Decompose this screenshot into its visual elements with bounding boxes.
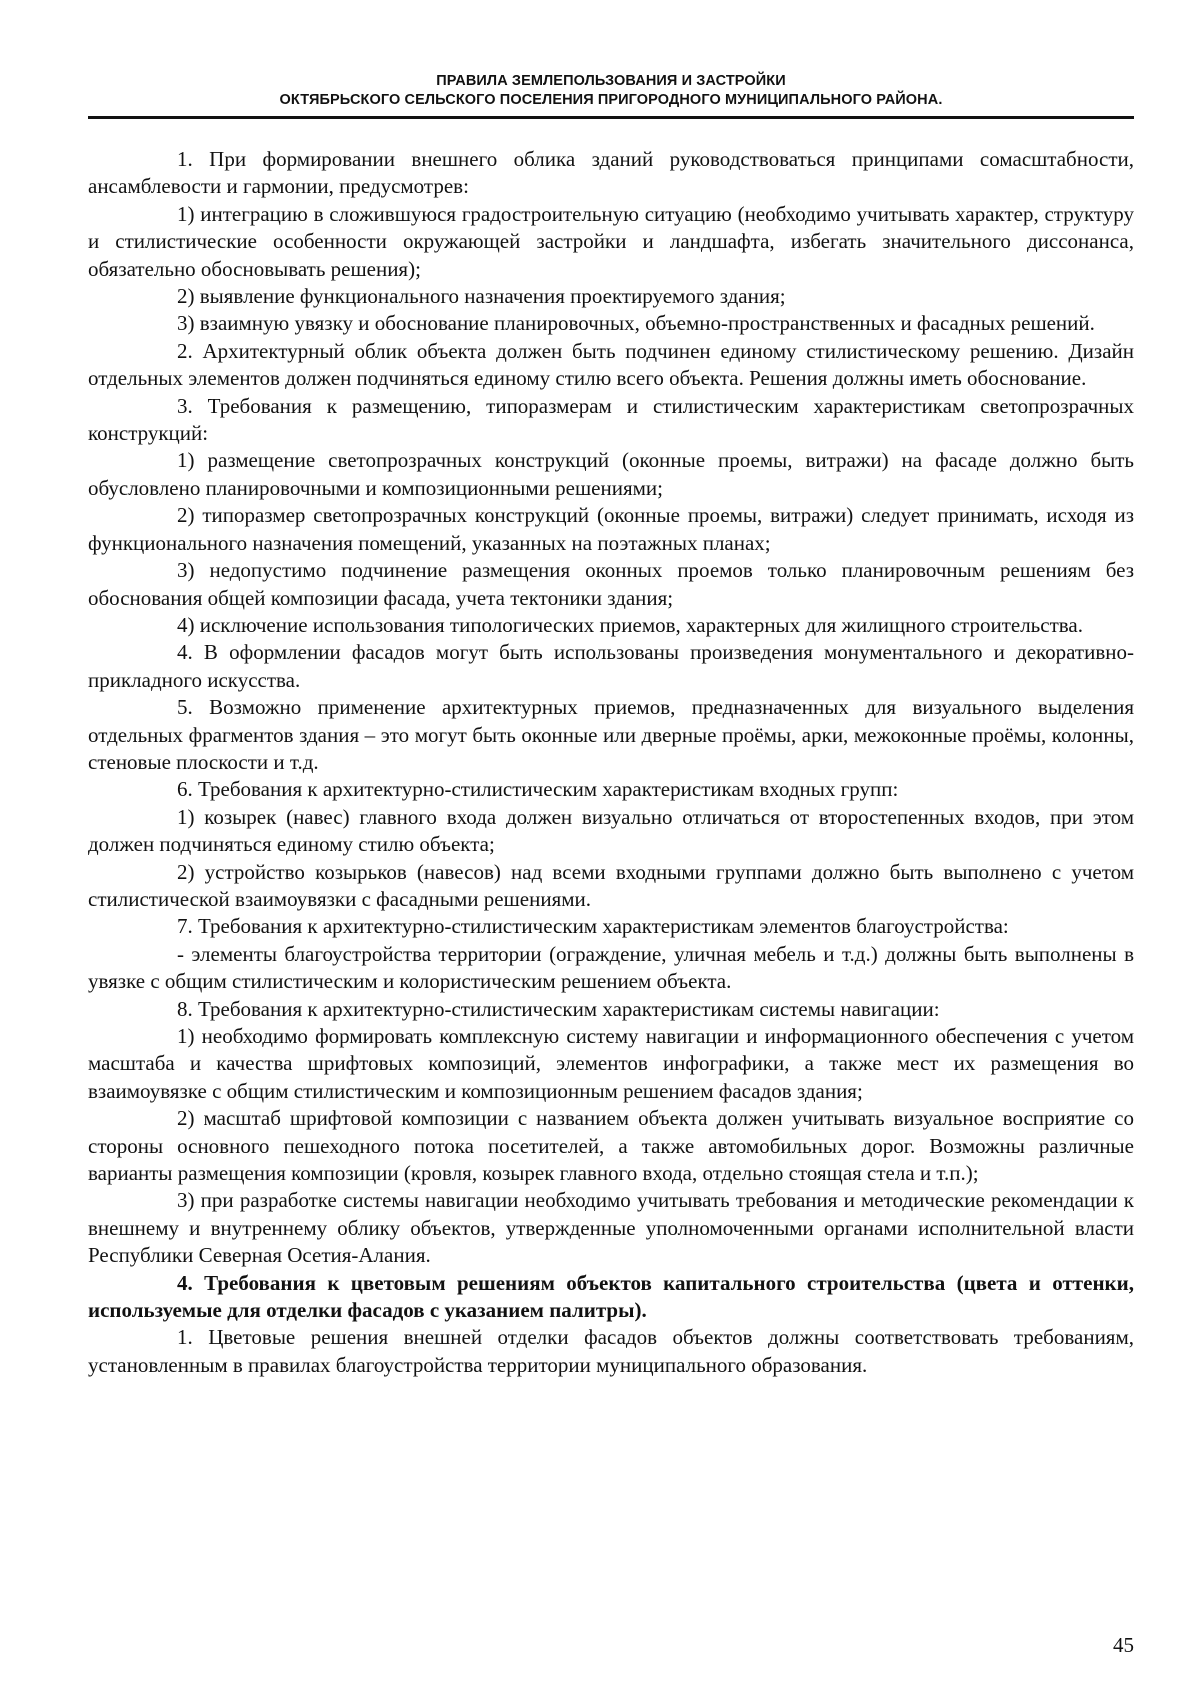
paragraph: 4. В оформлении фасадов могут быть использованы произведения монументального и декоративно-прикладного искусства. [88,640,1134,692]
paragraph: 5. Возможно применение архитектурных приемов, предназначенных для визуального выделения отдельных фрагментов здания – это могут быть оконные или дверные проёмы, арки, межоконные проёмы, колонны, стеновые плоскости и т.д. [88,695,1134,774]
paragraph: 2) выявление функционального назначения проектируемого здания; [177,284,786,309]
paragraph: 3. Требования к размещению, типоразмерам и стилистическим характеристикам светопрозрачных конструкций: [88,393,1134,446]
paragraph: 3) при разработке системы навигации необходимо учитывать требования и методические рекомендации к внешнему и внутреннему облику объектов, утвержденные уполномоченными органами исполнительной власти Республики Северная Осетия-Алания. [88,1188,1134,1268]
running-header [88,72,1134,110]
paragraph: 7. Требования к архитектурно-стилистическим характеристикам элементов благоустройства: [177,914,1009,939]
paragraph: 8. Требования к архитектурно-стилистическим характеристикам системы навигации: [177,996,940,1021]
paragraph: 6. Требования к архитектурно-стилистическим характеристикам входных групп: [177,777,899,802]
document-body [88,146,1134,1379]
paragraph: 3) взаимную увязку и обоснование планировочных, объемно-пространственных и фасадных решений. [177,311,1095,336]
header-rule [88,116,1134,119]
paragraph: 2) типоразмер светопрозрачных конструкций (оконные проемы, витражи) следует принимать, исходя из функционального назначения помещений, указанных на поэтажных планах; [88,503,1134,555]
paragraph: 2) масштаб шрифтовой композиции с названием объекта должен учитывать визуальное восприятие со стороны основного пешеходного потока посетителей, а также автомобильных дорог. Возможны различные варианты размещения композиции (кровля, козырек главного входа, отдельно стоящая стела и т.п.); [88,1106,1134,1186]
header-line-1: ПРАВИЛА ЗЕМЛЕПОЛЬЗОВАНИЯ И ЗАСТРОЙКИ [436,73,786,89]
paragraph: 2. Архитектурный облик объекта должен быть подчинен единому стилистическому решению. Дизайн отдельных элементов должен подчиняться единому стилю всего объекта. Решения должны иметь обоснование. [88,338,1134,391]
paragraph: 4) исключение использования типологических приемов, характерных для жилищного строительства. [177,612,1083,637]
paragraph: 1. При формировании внешнего облика зданий руководствоваться принципами сомасштабности, ансамблевости и гармонии, предусмотрев: [88,147,1134,199]
paragraph: 1) интеграцию в сложившуюся градостроительную ситуацию (необходимо учитывать характер, структуру и стилистические особенности окружающей застройки и ландшафта, избегать значительного диссонанса, обязательно обосновывать решения); [88,201,1134,281]
paragraph: 1) необходимо формировать комплексную систему навигации и информационного обеспечения с учетом масштаба и качества шрифтовых композиций, элементов инфографики, а также мест их размещения во взаимоувязке с общим стилистическим и композиционным решением фасадов здания; [88,1024,1134,1103]
section-heading: 4. Требования к цветовым решениям объектов капитального строительства (цвета и оттенки, используемые для отделки фасадов с указанием палитры). [88,1270,1134,1323]
page-number: 45 [1113,1633,1134,1657]
paragraph: 3) недопустимо подчинение размещения оконных проемов только планировочным решениям без обоснования общей композиции фасада, учета тектоники здания; [88,558,1134,610]
paragraph: 2) устройство козырьков (навесов) над всеми входными группами должно быть выполнено с учетом стилистической взаимоувязки с фасадными решениями. [88,859,1134,911]
paragraph: 1) размещение светопрозрачных конструкций (оконные проемы, витражи) на фасаде должно быть обусловлено планировочными и композиционными решениями; [88,448,1134,500]
paragraph: 1) козырек (навес) главного входа должен визуально отличаться от второстепенных входов, при этом должен подчиняться единому стилю объекта; [88,804,1134,857]
paragraph: - элементы благоустройства территории (ограждение, уличная мебель и т.д.) должны быть выполнены в увязке с общим стилистическим и колористическим решением объекта. [88,941,1134,994]
paragraph: 1. Цветовые решения внешней отделки фасадов объектов должны соответствовать требованиям, установленным в правилах благоустройства территории муниципального образования. [88,1325,1134,1377]
header-line-2: ОКТЯБРЬСКОГО СЕЛЬСКОГО ПОСЕЛЕНИЯ ПРИГОРОДНОГО МУНИЦИПАЛЬНОГО РАЙОНА. [279,92,943,108]
